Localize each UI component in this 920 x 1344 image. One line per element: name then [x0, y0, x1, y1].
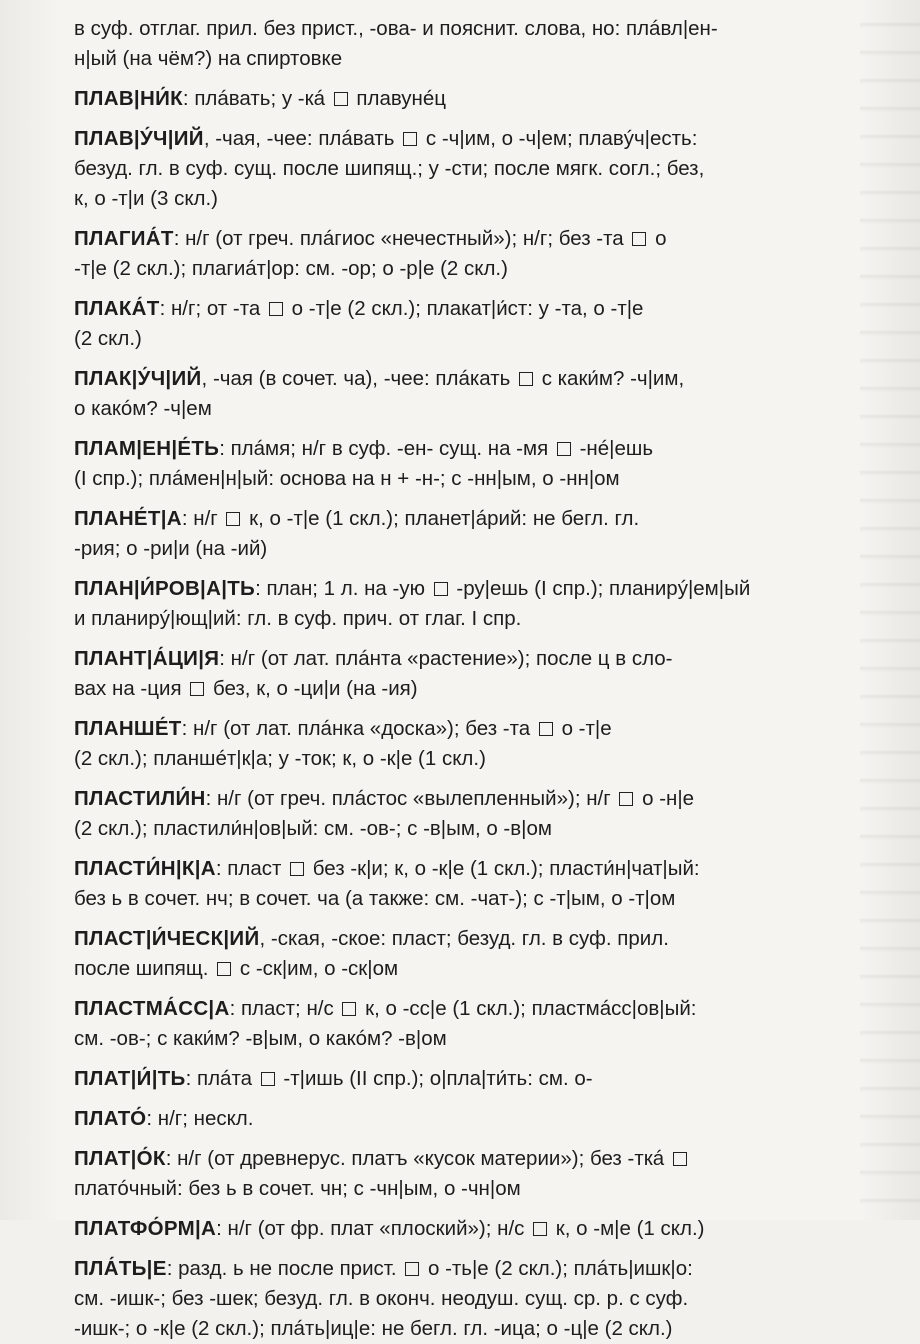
entry-line: ПЛАН|И́РОВ|А|ТЬ: план; 1 л. на -ую -ру|ешь (I спр.); планирý|ем|ый	[74, 577, 751, 600]
entry-plakat	[74, 294, 894, 354]
entry-line: о какóм? -ч|ем	[74, 397, 212, 420]
headword: ПЛАВ|У́Ч|ИЙ	[74, 127, 204, 150]
entry-line: (I спр.); плáмен|н|ый: основа на н + -н-; с -нн|ым, о -нн|ом	[74, 467, 620, 490]
headword: ПЛАТФО́РМ|А	[74, 1217, 217, 1240]
entry-line: ПЛАК|У́Ч|ИЙ, -чая (в сочет. ча), -чее: плáкать с каки́м? -ч|им,	[74, 367, 685, 390]
headword: ПЛАСТ|И́ЧЕСК|ИЙ	[74, 927, 260, 950]
entry-planirovat	[74, 574, 894, 634]
entry-line: -ишк-; о -к|е (2 скл.); плáть|иц|е: не бегл. гл. -ица; о -ц|е (2 скл.)	[74, 1317, 673, 1340]
square-marker-icon	[217, 962, 231, 976]
headword: ПЛАНЕ́Т|А	[74, 507, 182, 530]
entry-line: ПЛАГИА́Т: н/г (от греч. плáгиос «нечестный»); н/г; без -та о	[74, 227, 667, 250]
entry-plagiat	[74, 224, 894, 284]
square-marker-icon	[261, 1072, 275, 1086]
entry-line: ПЛАСТИ́Н|К|А: пласт без -к|и; к, о -к|е (1 скл.); пласти́н|чат|ый:	[74, 857, 700, 880]
headword: ПЛАКА́Т	[74, 297, 160, 320]
entry-line: ПЛАТО́: н/г; нескл.	[74, 1107, 254, 1130]
headword: ПЛАСТИЛИ́Н	[74, 787, 206, 810]
entry-line: (2 скл.)	[74, 327, 142, 350]
entry-platye	[74, 1254, 894, 1344]
entry-platit	[74, 1064, 894, 1094]
headword: ПЛАТО́	[74, 1107, 147, 1130]
headword: ПЛАГИА́Т	[74, 227, 174, 250]
entry-platok	[74, 1144, 894, 1204]
entry-line: ПЛАВ|У́Ч|ИЙ, -чая, -чее: плáвать с -ч|им, о -ч|ем; плавýч|есть:	[74, 127, 698, 150]
entry-line: см. -ов-; с каки́м? -в|ым, о какóм? -в|ом	[74, 1027, 447, 1050]
entry-plato	[74, 1104, 894, 1134]
entry-plakuchiy	[74, 364, 894, 424]
square-marker-icon	[334, 92, 348, 106]
square-marker-icon	[403, 132, 417, 146]
square-marker-icon	[539, 722, 553, 736]
entry-line: ПЛАСТМА́СС|А: пласт; н/с к, о -сс|е (1 скл.); пластмáсс|ов|ый:	[74, 997, 697, 1020]
headword: ПЛАНШЕ́Т	[74, 717, 182, 740]
square-marker-icon	[533, 1222, 547, 1236]
entry-line: ПЛАВ|НИ́К: плáвать; у -кá плавунéц	[74, 87, 447, 110]
entry-plastmassa	[74, 994, 894, 1054]
entry-line: без ь в сочет. нч; в сочет. ча (а также: см. -чат-); с -т|ым, о -т|ом	[74, 887, 676, 910]
entry-plastilin	[74, 784, 894, 844]
headword: ПЛА́ТЬ|Е	[74, 1257, 167, 1280]
headword: ПЛАК|У́Ч|ИЙ	[74, 367, 202, 390]
entry-line: н|ый (на чём?) на спиртовке	[74, 47, 343, 70]
entry-line: платóчный: без ь в сочет. чн; с -чн|ым, о -чн|ом	[74, 1177, 521, 1200]
headword: ПЛАМ|ЕН|Е́ТЬ	[74, 437, 220, 460]
entry-line: -т|е (2 скл.); плагиáт|ор: см. -ор; о -р|е (2 скл.)	[74, 257, 508, 280]
entry-plantatsiya	[74, 644, 894, 704]
square-marker-icon	[673, 1152, 687, 1166]
entry-line: ПЛАМ|ЕН|Е́ТЬ: плáмя; н/г в суф. -ен- сущ. на -мя -нé|ешь	[74, 437, 654, 460]
headword: ПЛАТ|О́К	[74, 1147, 166, 1170]
square-marker-icon	[405, 1262, 419, 1276]
headword: ПЛАН|И́РОВ|А|ТЬ	[74, 577, 256, 600]
square-marker-icon	[290, 862, 304, 876]
headword: ПЛАТ|И́|ТЬ	[74, 1067, 186, 1090]
entry-line: ПЛАТ|И́|ТЬ: плáта -т|ишь (II спр.); о|пла|ти́ть: см. о-	[74, 1067, 593, 1090]
entry-line: в суф. отглаг. прил. без прист., -ова- и пояснит. слова, но: плáвл|ен-	[74, 17, 718, 40]
entry-line: к, о -т|и (3 скл.)	[74, 187, 219, 210]
entry-line: ПЛАНТ|А́ЦИ|Я: н/г (от лат. плáнта «растение»); после ц в сло-	[74, 647, 673, 670]
square-marker-icon	[190, 682, 204, 696]
entry-plamenet	[74, 434, 894, 494]
entry-continuation	[74, 14, 894, 74]
entry-plastinka	[74, 854, 894, 914]
headword: ПЛАСТМА́СС|А	[74, 997, 230, 1020]
square-marker-icon	[557, 442, 571, 456]
entry-line: ПЛАСТИЛИ́Н: н/г (от греч. плáстос «вылепленный»); н/г о -н|е	[74, 787, 695, 810]
entry-platforma	[74, 1214, 894, 1244]
square-marker-icon	[269, 302, 283, 316]
entry-plavnik	[74, 84, 894, 114]
entry-line: (2 скл.); пластили́н|ов|ый: см. -ов-; с -в|ым, о -в|ом	[74, 817, 552, 840]
entry-plasticheskiy	[74, 924, 894, 984]
headword: ПЛАНТ|А́ЦИ|Я	[74, 647, 220, 670]
square-marker-icon	[226, 512, 240, 526]
square-marker-icon	[619, 792, 633, 806]
entry-line: (2 скл.); планшéт|к|а; у -ток; к, о -к|е (1 скл.)	[74, 747, 486, 770]
entry-line: ПЛАКА́Т: н/г; от -та о -т|е (2 скл.); плакат|и́ст: у -та, о -т|е	[74, 297, 644, 320]
entry-plavuchiy	[74, 124, 894, 214]
entry-line: ПЛА́ТЬ|Е: разд. ь не после прист. о -ть|е (2 скл.); плáть|ишк|о:	[74, 1257, 693, 1280]
square-marker-icon	[519, 372, 533, 386]
headword: ПЛАВ|НИ́К	[74, 87, 183, 110]
square-marker-icon	[632, 232, 646, 246]
entry-line: вах на -ция без, к, о -ци|и (на -ия)	[74, 677, 418, 700]
entry-line: ПЛАСТ|И́ЧЕСК|ИЙ, -ская, -ское: пласт; безуд. гл. в суф. прил.	[74, 927, 669, 950]
entry-line: см. -ишк-; без -шек; безуд. гл. в оконч. неодуш. сущ. ср. р. с суф.	[74, 1287, 689, 1310]
headword: ПЛАСТИ́Н|К|А	[74, 857, 216, 880]
entry-planeta	[74, 504, 894, 564]
entry-line: и планирý|ющ|ий: гл. в суф. прич. от глаг. I спр.	[74, 607, 522, 630]
entry-line: -рия; о -ри|и (на -ий)	[74, 537, 268, 560]
entry-line: ПЛАНЕ́Т|А: н/г к, о -т|е (1 скл.); планет|áрий: не бегл. гл.	[74, 507, 640, 530]
square-marker-icon	[342, 1002, 356, 1016]
entry-line: безуд. гл. в суф. сущ. после шипящ.; у -сти; после мягк. согл.; без,	[74, 157, 705, 180]
entry-line: после шипящ. с -ск|им, о -ск|ом	[74, 957, 399, 980]
entry-line: ПЛАТ|О́К: н/г (от древнерус. платъ «кусок материи»); без -ткá	[74, 1144, 894, 1174]
entry-line: ПЛАНШЕ́Т: н/г (от лат. плáнка «доска»); без -та о -т|е	[74, 717, 612, 740]
entry-line: ПЛАТФО́РМ|А: н/г (от фр. плат «плоский»); н/с к, о -м|е (1 скл.)	[74, 1217, 705, 1240]
square-marker-icon	[434, 582, 448, 596]
entry-planshet	[74, 714, 894, 774]
